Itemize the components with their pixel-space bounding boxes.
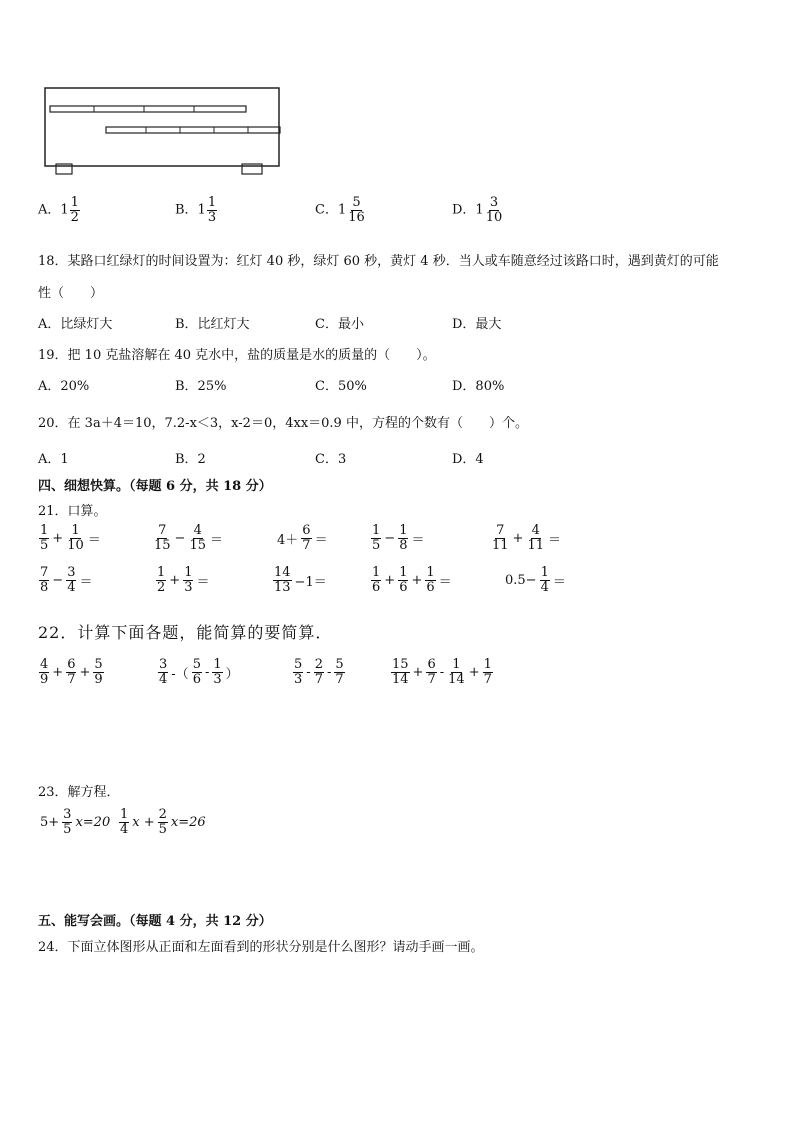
q22-expr-1: $\frac{4}{9}$ + $\frac{6}{7}$ + $\frac{5}{9}$ <box>40 657 103 687</box>
q23-equation-2: $\frac{1}{4}$ x + $\frac{2}{5}$ x=26 <box>120 807 206 837</box>
option-label: A．1 <box>38 202 69 218</box>
q17-option-a[interactable] <box>38 196 81 224</box>
q19-option-d[interactable]: D．80% <box>452 379 505 394</box>
q24-question: 24．下面立体图形从正面和左面看到的形状分别是什么图形？请动手画一画。 <box>38 940 484 955</box>
q17-option-b[interactable] <box>175 196 218 224</box>
q17-option-c[interactable] <box>315 196 367 224</box>
q22-title: 22．计算下面各题，能简算的要简算． <box>38 623 333 642</box>
q18-option-a[interactable]: A．比绿灯大 <box>38 317 113 332</box>
q21-item-6: $\frac{7}{8}$ − $\frac{3}{4}$ ＝ <box>40 565 93 595</box>
q21-item-8: $\frac{14}{13}$ −1＝ <box>274 565 327 595</box>
q21-item-9: $\frac{1}{6}$ + $\frac{1}{6}$ + $\frac{1}{6}$ ＝ <box>372 565 452 595</box>
q20-question: 20．在 3a＋4＝10，7.2-x＜3，x-2＝0，4xx＝0.9 中，方程的个数有（ ）个。 <box>38 416 528 431</box>
q23-equation-1: 5+ $\frac{3}{5}$ x=20 <box>40 807 111 837</box>
option-label: B．1 <box>175 202 206 218</box>
q18-question-cont: 性（ ） <box>38 286 104 301</box>
section-4-heading: 四、细想快算。（每题 6 分，共 18 分） <box>38 479 272 494</box>
fraction: $\frac{1}{2}$ <box>70 195 79 225</box>
q18-option-b[interactable]: B．比红灯大 <box>175 317 250 332</box>
q21-item-3: 4＋ $\frac{6}{7}$ ＝ <box>277 523 328 553</box>
q20-option-d[interactable]: D．4 <box>452 452 484 467</box>
q21-item-1: $\frac{1}{5}$ + $\frac{1}{10}$ ＝ <box>40 523 101 553</box>
q18-option-d[interactable]: D．最大 <box>452 317 502 332</box>
solid-figure-drawing <box>44 86 284 178</box>
q18-question: 18．某路口红绿灯的时间设置为：红灯 40 秒，绿灯 60 秒，黄灯 4 秒．当人或车随意经过该路口时，遇到黄灯的可能 <box>38 254 719 269</box>
q21-item-10: 0.5− $\frac{1}{4}$ ＝ <box>505 565 566 595</box>
q20-option-a[interactable]: A．1 <box>38 452 69 467</box>
q19-option-b[interactable]: B．25% <box>175 379 227 394</box>
q23-title: 23．解方程． <box>38 785 120 800</box>
q21-item-4: $\frac{1}{5}$ − $\frac{1}{8}$ ＝ <box>372 523 425 553</box>
q17-option-d[interactable] <box>452 196 504 224</box>
q22-expr-4: $\frac{15}{14}$ + $\frac{6}{7}$ - $\frac{1}{14}$ + $\frac{1}{7}$ <box>392 657 492 687</box>
q19-option-a[interactable]: A．20% <box>38 379 90 394</box>
fraction: $\frac{3}{10}$ <box>485 195 503 225</box>
q19-question: 19．把 10 克盐溶解在 40 克水中，盐的质量是水的质量的（ ）。 <box>38 348 436 363</box>
q19-option-c[interactable]: C．50% <box>315 379 367 394</box>
q20-option-b[interactable]: B．2 <box>175 452 206 467</box>
fraction: $\frac{1}{3}$ <box>207 195 217 225</box>
q20-option-c[interactable]: C．3 <box>315 452 347 467</box>
q21-item-2: $\frac{7}{15}$ − $\frac{4}{15}$ ＝ <box>154 523 224 553</box>
q21-item-5: $\frac{7}{11}$ + $\frac{4}{11}$ ＝ <box>492 523 562 553</box>
q21-title: 21．口算。 <box>38 504 107 519</box>
fraction: $\frac{5}{16}$ <box>348 195 365 225</box>
option-label: C．1 <box>315 202 347 218</box>
section-5-heading: 五、能写会画。（每题 4 分，共 12 分） <box>38 914 272 929</box>
option-label: D．1 <box>452 202 484 218</box>
q18-option-c[interactable]: C．最小 <box>315 317 364 332</box>
q22-expr-3: $\frac{5}{3}$ - $\frac{2}{7}$ - $\frac{5}{7}$ <box>294 657 344 687</box>
q21-item-7: $\frac{1}{2}$ + $\frac{1}{3}$ ＝ <box>157 565 210 595</box>
q22-expr-2: $\frac{3}{4}$ -（ $\frac{5}{6}$ - $\frac{1}{3}$ ） <box>159 657 239 687</box>
